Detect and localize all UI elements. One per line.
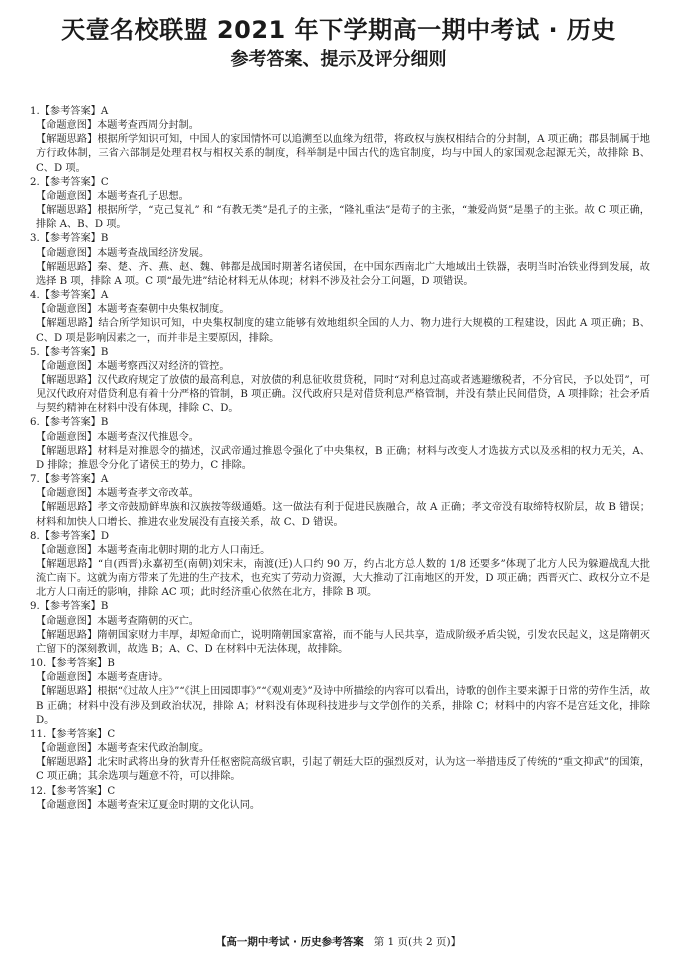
intent-line: 【命题意图】本题考查隋朝的灭亡。 — [36, 615, 199, 627]
question-7 — [30, 473, 650, 530]
answer-list — [30, 105, 650, 813]
intent-line: 【命题意图】本题考查战国经济发展。 — [36, 247, 210, 259]
answer-line: 6.【参考答案】B — [30, 417, 109, 429]
reasoning-text: 【解题思路】“自(西晋)永嘉初至(南朝)刘宋末，南渡(迁)人口约 90 万，约占北方总人数的 1/8 还要多”体现了北方人民为躲避战乱大批流亡南下。这就为南方带来了先进的生产技术，也充实了劳动力资源，大大推动了江南地区的开发，D 项正确；西晋灭亡、政权分立不是北方人口南迁的影响，排除 AC 项；此时经济重心依然在北方，排除 B 项。 — [36, 559, 650, 599]
footer-exam-label: 【高一期中考试 · 历史参考答案 — [215, 936, 364, 948]
answer-line: 9.【参考答案】B — [30, 601, 109, 613]
footer-page-number: 第 1 页(共 2 页)】 — [373, 936, 462, 948]
reasoning-text: 【解题思路】根据“《过故人庄》”“《淇上田园即事》”“《观刈麦》”及诗中所描绘的内容可以看出，诗歌的创作主要来源于日常的劳作生活，故 B 正确；材料中没有涉及到政治状况，排除 A；材料没有体现科技进步与文学创作的关系，排除 C；材料中的内容不是宫廷文化，排除 D。 — [36, 686, 650, 726]
answer-line: 5.【参考答案】B — [30, 346, 109, 358]
intent-line: 【命题意图】本题考查宋辽夏金时期的文化认同。 — [36, 799, 261, 811]
question-10 — [30, 657, 650, 728]
intent-line: 【命题意图】本题考察西汉对经济的管控。 — [36, 360, 230, 372]
reasoning-text: 【解题思路】秦、楚、齐、燕、赵、魏、韩都是战国时期著名诸侯国，在中国东西南北广大地域出土铁器，表明当时冶铁业得到发展，故选择 B 项，排除 A 项。C 项“最先进”结论材料无从体现；材料不涉及社会分工问题，D 项错误。 — [36, 261, 650, 287]
question-1 — [30, 105, 650, 176]
reasoning-text: 【解题思路】材料是对推恩令的描述，汉武帝通过推恩令强化了中央集权，B 正确；材料与改变人才选拔方式以及丞相的权力无关，A、D 排除；推恩令分化了诸侯王的势力，C 排除。 — [36, 445, 650, 471]
answer-line: 7.【参考答案】A — [30, 474, 109, 486]
intent-line: 【命题意图】本题考查宋代政治制度。 — [36, 743, 210, 755]
intent-line: 【命题意图】本题考查秦朝中央集权制度。 — [36, 304, 230, 316]
answer-line: 10.【参考答案】B — [30, 658, 115, 670]
intent-line: 【命题意图】本题考查西周分封制。 — [36, 120, 199, 132]
reasoning-text: 【解题思路】根据所学，“克己复礼” 和 “有教无类”是孔子的主张，“隆礼重法”是荀子的主张，“兼爱尚贤”是墨子的主张。故 C 项正确，排除 A、B、D 项。 — [36, 205, 650, 231]
question-2 — [30, 176, 650, 233]
intent-line: 【命题意图】本题考查孝文帝改革。 — [36, 488, 199, 500]
question-3 — [30, 232, 650, 289]
page-subtitle: 参考答案、提示及评分细则 — [230, 49, 447, 70]
question-9 — [30, 600, 650, 657]
answer-line: 2.【参考答案】C — [30, 176, 109, 188]
intent-line: 【命题意图】本题考查唐诗。 — [36, 672, 169, 684]
question-5 — [30, 346, 650, 417]
answer-line: 4.【参考答案】A — [30, 290, 109, 302]
answer-line: 3.【参考答案】B — [30, 233, 109, 245]
question-11 — [30, 728, 650, 785]
question-12 — [30, 785, 650, 813]
page-footer — [0, 934, 677, 949]
answer-line: 11.【参考答案】C — [30, 728, 116, 740]
reasoning-text: 【解题思路】隋朝国家财力丰厚，却短命而亡，说明隋朝国家富裕，而不能与人民共享，造成阶级矛盾尖锐，引发农民起义，这是隋朝灭亡留下的深刻教训，故选 B；A、C、D 在材料中无法体现，故排除。 — [36, 629, 650, 655]
page-title: 天壹名校联盟 2021 年下学期高一期中考试 · 历史 — [61, 16, 616, 44]
reasoning-text: 【解题思路】孝文帝鼓励鲜卑族和汉族按等级通婚。这一做法有利于促进民族融合，故 A 正确；孝文帝没有取缔特权阶层，故 B 错误；材料和加快人口增长、推进农业发展没有直接关系，故 C、D 错误。 — [36, 502, 650, 528]
question-6 — [30, 416, 650, 473]
reasoning-text: 【解题思路】根据所学知识可知，中国人的家国情怀可以追溯至以血缘为纽带，将政权与族权相结合的分封制，A 项正确；郡县制属于地方行政体制，三省六部制是处理君权与相权关系的制度，科举制是中国古代的选官制度，均与中国人的家国观念起源无关，故排除 B、C、D 项。 — [36, 134, 650, 174]
intent-line: 【命题意图】本题考查南北朝时期的北方人口南迁。 — [36, 544, 271, 556]
intent-line: 【命题意图】本题考查孔子思想。 — [36, 190, 189, 202]
answer-line: 12.【参考答案】C — [30, 785, 116, 797]
question-8 — [30, 530, 650, 601]
intent-line: 【命题意图】本题考查汉代推恩令。 — [36, 431, 199, 443]
reasoning-text: 【解题思路】结合所学知识可知，中央集权制度的建立能够有效地组织全国的人力、物力进行大规模的工程建设，因此 A 项正确；B、C、D 项是影响因素之一，而并非是主要原因，排除。 — [36, 318, 650, 344]
question-4 — [30, 289, 650, 346]
answer-line: 1.【参考答案】A — [30, 106, 109, 117]
answer-line: 8.【参考答案】D — [30, 530, 110, 542]
reasoning-text: 【解题思路】北宋时武将出身的狄青升任枢密院高级官职，引起了朝廷大臣的强烈反对，认为这一举措违反了传统的“重文抑武”的国策，C 项正确；其余选项与题意不符，可以排除。 — [36, 757, 650, 783]
reasoning-text: 【解题思路】汉代政府规定了放债的最高利息，对放债的利息征收贯贷税，同时“对利息过高或者逃避缴税者，不分官民，予以处罚”，可见汉代政府对借贷利息有着十分严格的管制，B 项正确。汉代政府只是对借贷利息严格管制，并没有禁止民间借贷，A 项排除；社会矛盾与契约精神在材料中没有体现，排除 C、D。 — [36, 374, 650, 415]
